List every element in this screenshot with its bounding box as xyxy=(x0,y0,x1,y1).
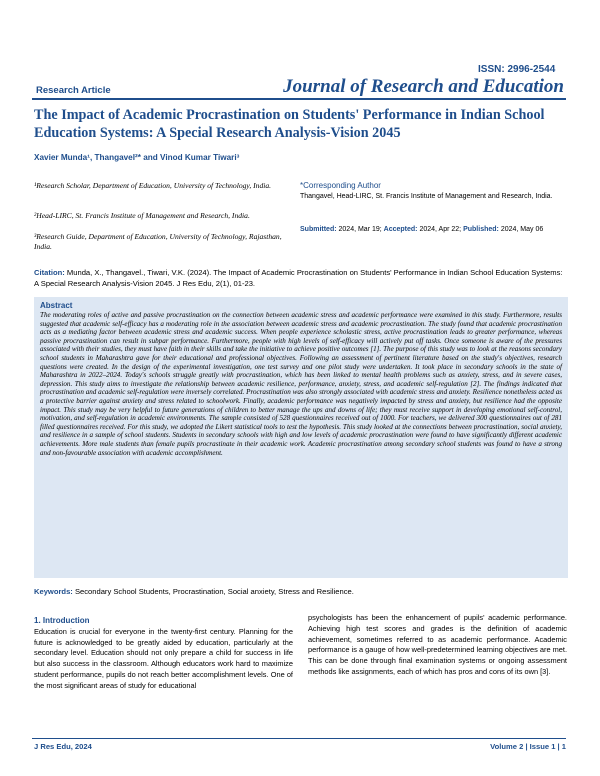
abstract-heading: Abstract xyxy=(40,301,73,310)
accepted-date: 2024, Apr 22; xyxy=(419,226,462,233)
keywords-text: Secondary School Students, Procrastination, Social anxiety, Stress and Resilience. xyxy=(74,587,354,596)
abstract-text: The moderating roles of active and passive procrastination on the connection between academic stress and academic performance were examined in this study. Furthermore, results suggested that academic self-efficacy has a moderating role in the association between academic stress and academic procrastination. The study found that academic procrastination acts as a mediating factor between academic stress and academic success. When people experience scholastic stress, active procrastination leads to greater performance, whereas passive procrastination can result in subpar performance. Furthermore, people with high levels of self-efficacy will actively put off tasks. Once someone is aware of the pressures associated with their studies, they must have faith in their skills and take the initiative to achieve positive outcomes [1]. The purpose of this study was to look at the reasons secondary school students in Maharashtra gave for their educational and professional objectives. Following an assessment of pertinent literature based on the study's objectives, research questions were created. In the design of the experimental investigation, one test survey and one pilot study were undertaken. It took place in secondary schools in the state of Maharashtra in 2022–2024. Today's schools struggle greatly with procrastination, which has been linked to mental health problems such as anxiety, stress, and in severe cases, depression. This study aims to investigate the relationship between academic resilience, performance, anxiety, stress, and academic self-regulation [2]. The findings indicated that procrastination and academic self-regulation were inversely correlated. Procrastination was also strongly associated with academic stress and anxiety. Resilience nonetheless acted as a protective barrier against anxiety and stress related to schoolwork. Finally, academic performance was negatively impacted by stress and anxiety, but resilience had the opposite impact. This study may be very helpful to future generations of children to better manage the ups and downs of life; they must receive support in developing emotional self-control, motivation, and self-regulation in academic environments. The sample consisted of 528 questionnaires received out of 1000. For teachers, we delivered 300 questionnaires out of 281 filled questionnaires received. For this study, we adopted the Likert statistical tools to test the hypothesis. This study looked at the connections between procrastination, social anxiety, and resilience in a sample of school students. Students in secondary schools with high and low levels of academic procrastination were found to have significantly different academic achievements. More male students than female pupils procrastinate in their academic work. Academic procrastination among secondary school students was found to have a strong and non-favourable association with academic accomplishment. xyxy=(40,311,562,457)
submitted-date: 2024, Mar 19; xyxy=(338,226,382,233)
journal-name: Journal of Research and Education xyxy=(283,76,564,97)
submitted-label: Submitted: xyxy=(300,226,337,233)
paper-title: The Impact of Academic Procrastination on Students' Performance in Indian School Education Systems: A Special Research Analysis-Vision 2045 xyxy=(34,107,545,141)
issn-label: ISSN: 2996-2544 xyxy=(478,64,556,75)
footer-journal-year: J Res Edu, 2024 xyxy=(34,742,92,751)
intro-heading: 1. Introduction xyxy=(34,616,90,625)
intro-left-column xyxy=(34,616,293,692)
abstract-box xyxy=(34,297,568,578)
author-list: Xavier Munda¹, Thangavel²* and Vinod Kumar Tiwari³ xyxy=(34,153,240,162)
citation xyxy=(34,267,568,289)
citation-text: Munda, X., Thangavel., Tiwari, V.K. (2024). The Impact of Academic Procrastination on Students' Performance in Indian School Education Systems: A Special Research Analysis-Vision 2045. J Res Edu, 2(1), 01-23. xyxy=(34,268,563,288)
citation-label: Citation: xyxy=(34,268,65,277)
intro-right-column xyxy=(308,613,567,678)
affiliation-3: ³Research Guide, Department of Education, University of Technology, Rajasthan, India. xyxy=(34,232,282,251)
keywords xyxy=(34,587,568,596)
publication-dates xyxy=(300,226,543,233)
footer-volume-issue: Volume 2 | Issue 1 | 1 xyxy=(490,742,566,751)
header-rule xyxy=(32,98,566,100)
intro-left-text: Education is crucial for everyone in the twenty-first century. Planning for the future is acknowledged to be greatly aided by education, particularly at the secondary level. Education should not only prepare a child for success in life but also success in the classroom. Although educators work hard to maximize student performance, pupils do not reach better accomplishment levels. One of the most significant areas of study for educational xyxy=(34,626,293,690)
journal-header-bar xyxy=(32,76,566,100)
affiliation-2: ²Head-LIRC, St. Francis Institute of Management and Research, India. xyxy=(34,211,250,220)
article-type: Research Article xyxy=(36,85,111,96)
corresponding-author-details: Thangavel, Head-LIRC, St. Francis Institute of Management and Research, India. xyxy=(300,193,553,200)
footer-rule xyxy=(32,738,566,739)
accepted-label: Accepted: xyxy=(383,226,418,233)
corresponding-author-heading: *Corresponding Author xyxy=(300,181,381,190)
intro-right-text: psychologists has been the enhancement of pupils' academic performance. Achieving high test scores and grades is the definition of academic achievement, sometimes referred to as academic performance. Academic performance is a gauge of how well-predetermined learning objectives are met. This can be done through final examination systems or ongoing assessment methods like assignments, each of which has pros and cons of its own [3]. xyxy=(308,613,567,676)
keywords-label: Keywords: xyxy=(34,587,73,596)
published-label: Published: xyxy=(463,226,499,233)
affiliation-1: ¹Research Scholar, Department of Education, University of Technology, India. xyxy=(34,181,272,190)
published-date: 2024, May 06 xyxy=(500,226,544,233)
